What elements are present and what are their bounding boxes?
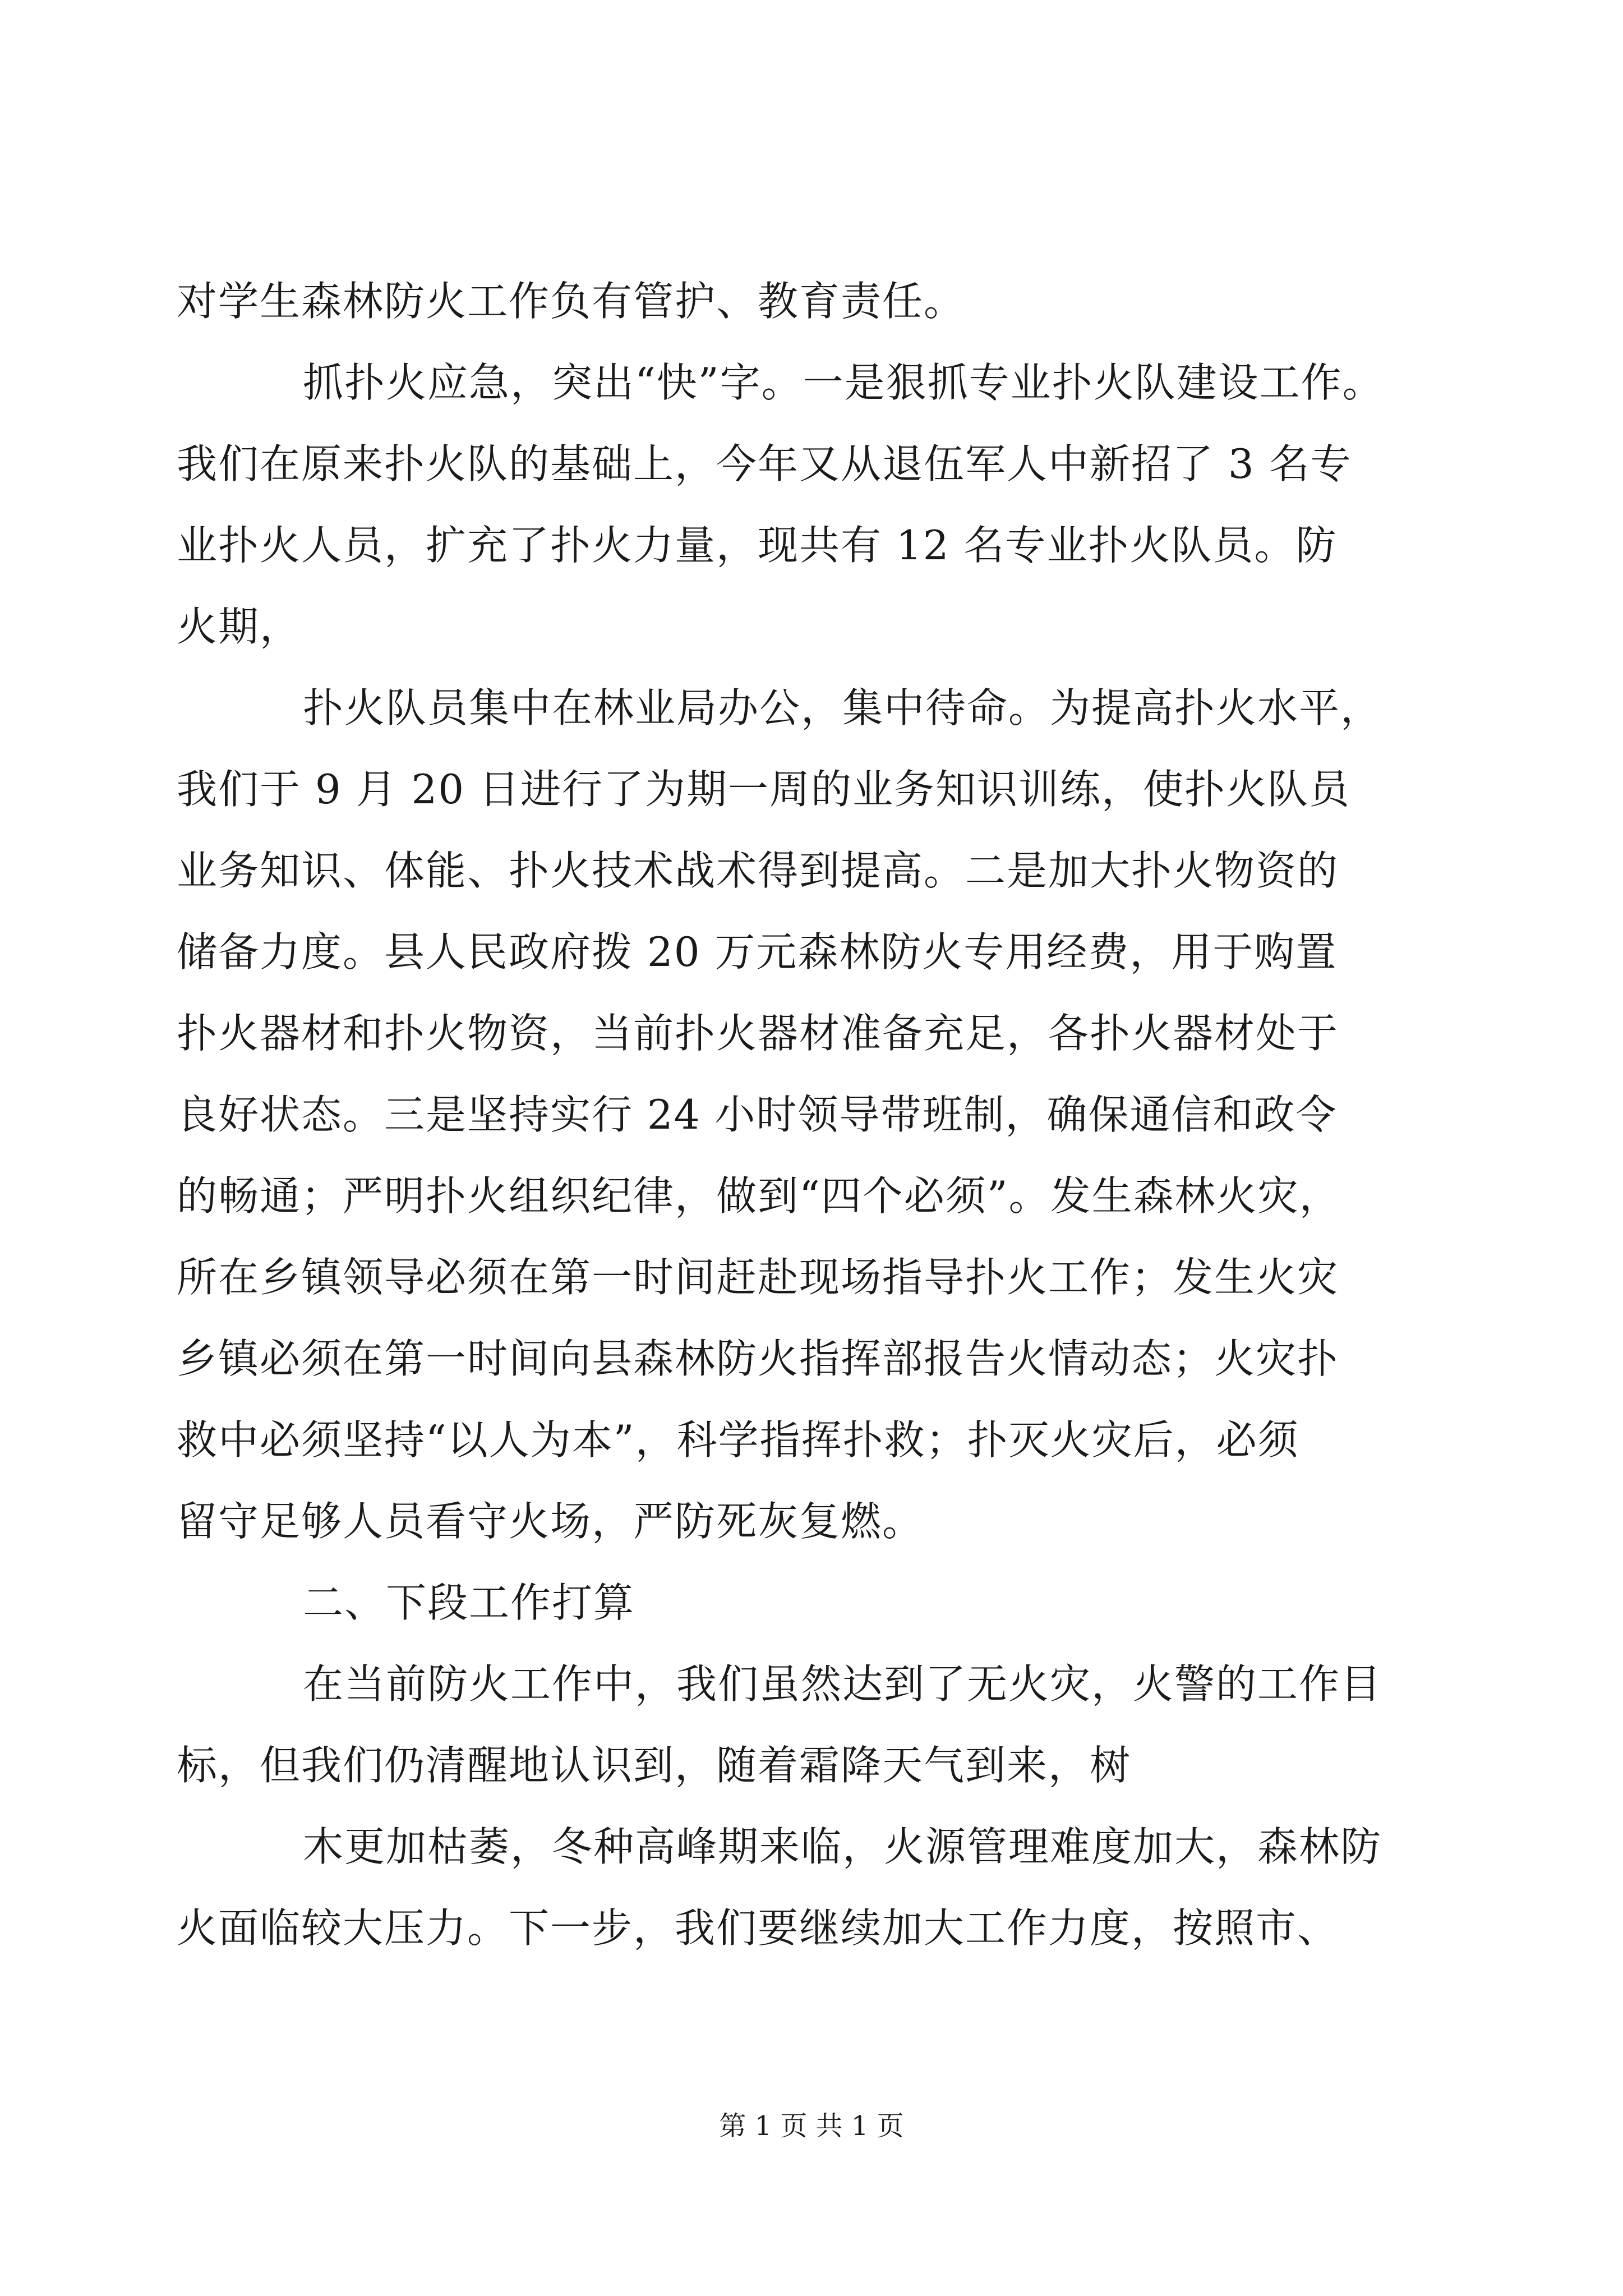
text-line: 储备力度。县人民政府拨 20 万元森林防火专用经费，用于购置: [177, 928, 1338, 976]
text-line: 在当前防火工作中，我们虽然达到了无火灾，火警的工作目: [303, 1660, 1382, 1708]
text-line: 木更加枯萎，冬种高峰期来临，火源管理难度加大，森林防: [303, 1823, 1382, 1870]
text-line: 救中必须坚持“以人为本”，科学指挥扑救；扑灭火灾后，必须: [177, 1416, 1299, 1464]
text-line: 扑火队员集中在林业局办公，集中待命。为提高扑火水平，: [303, 684, 1382, 731]
document-body: [177, 261, 1444, 1969]
text-line: 良好状态。三是坚持实行 24 小时领导带班制，确保通信和政令: [177, 1091, 1338, 1138]
text-line: 业扑火人员，扩充了扑火力量，现共有 12 名专业扑火队员。防: [177, 522, 1338, 569]
text-line: 扑火器材和扑火物资，当前扑火器材准备充足，各扑火器材处于: [177, 1010, 1339, 1057]
text-line: 的畅通；严明扑火组织纪律，做到“四个必须”。发生森林火灾，: [177, 1172, 1341, 1220]
text-line: 火期，: [177, 603, 302, 650]
text-line: 我们于 9 月 20 日进行了为期一周的业务知识训练，使扑火队员: [177, 766, 1350, 813]
text-line: 对学生森林防火工作负有管护、教育责任。: [177, 278, 966, 325]
text-line: 抓扑火应急，突出“快”字。一是狠抓专业扑火队建设工作。: [303, 359, 1384, 406]
text-line: 业务知识、体能、扑火技术战术得到提高。二是加大扑火物资的: [177, 847, 1339, 894]
page-footer: [0, 2109, 1623, 2143]
text-line: 火面临较大压力。下一步，我们要继续加大工作力度，按照市、: [177, 1904, 1339, 1952]
section-heading: 二、下段工作打算: [303, 1579, 635, 1626]
text-line: 我们在原来扑火队的基础上，今年又从退伍军人中新招了 3 名专: [177, 440, 1352, 487]
text-line: 留守足够人员看守火场，严防死灰复燃。: [177, 1498, 924, 1545]
text-line: 标，但我们仍清醒地认识到，随着霜降天气到来，树: [177, 1742, 1132, 1789]
text-line: 乡镇必须在第一时间向县森林防火指挥部报告火情动态；火灾扑: [177, 1335, 1339, 1382]
text-line: 所在乡镇领导必须在第一时间赶赴现场指导扑火工作；发生火灾: [177, 1254, 1339, 1301]
page-number-label: 第 1 页 共 1 页: [719, 2110, 904, 2142]
